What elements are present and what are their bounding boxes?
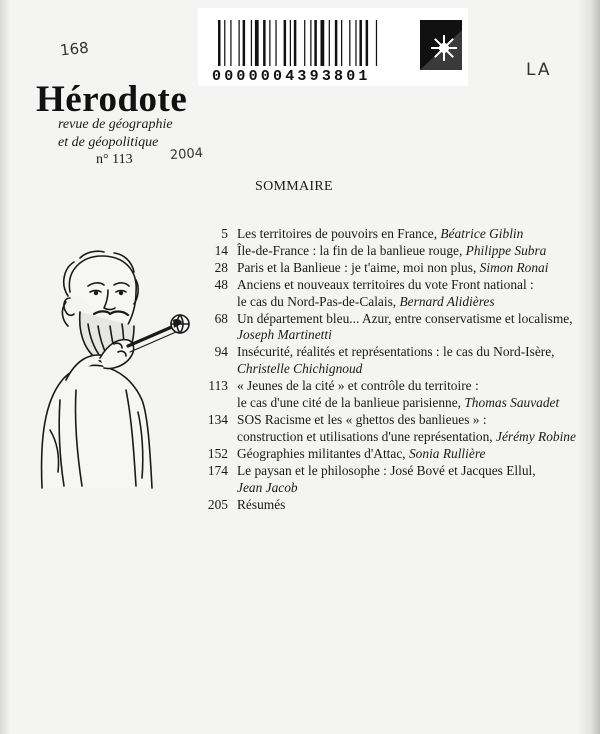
toc-entry — [198, 463, 588, 497]
barcode-bar — [243, 20, 246, 66]
barcode-bar — [224, 20, 225, 66]
barcode-bar — [355, 20, 356, 66]
toc-title: le cas du Nord-Pas-de-Calais, — [237, 293, 400, 309]
toc-page-number: 48 — [214, 276, 228, 292]
toc-entry-line — [237, 395, 588, 412]
toc-entry — [198, 243, 588, 260]
toc-entry-line — [237, 327, 588, 344]
barcode-bar — [294, 20, 297, 66]
toc-author: Bernard Alidières — [399, 293, 495, 309]
toc-entry — [198, 311, 588, 345]
toc-title: Insécurité, réalités et représentations : le cas du Nord-Isère, — [237, 344, 555, 360]
barcode-bar — [341, 20, 342, 66]
barcode-label — [198, 8, 468, 86]
barcode-bar — [304, 20, 305, 66]
toc-page-number: 152 — [207, 445, 228, 461]
toc-title: Île-de-France : la fin de la banlieue rouge, — [237, 242, 466, 258]
toc-entry — [198, 446, 588, 463]
toc-entry — [198, 277, 588, 311]
toc-author: Simon Ronai — [479, 259, 549, 275]
toc-author: Philippe Subra — [465, 242, 547, 258]
table-of-contents — [198, 226, 588, 513]
barcode-bar — [239, 20, 240, 66]
toc-entry-line — [237, 277, 588, 294]
toc-page-number: 28 — [214, 259, 228, 275]
toc-entry — [198, 226, 588, 243]
toc-title: « Jeunes de la cité » et contrôle du territoire : — [237, 378, 479, 394]
toc-entry-line — [237, 294, 588, 311]
journal-subtitle-line2: et de géopolitique — [58, 135, 159, 150]
toc-entry-line — [237, 226, 588, 243]
toc-entry — [198, 260, 588, 277]
toc-entry-line — [237, 260, 588, 277]
toc-entry-line — [237, 463, 588, 480]
toc-title: Paris et la Banlieue : je t'aime, moi non plus, — [237, 259, 480, 275]
issue-number: n° 113 — [96, 152, 133, 167]
barcode-bar — [255, 20, 259, 66]
journal-title: Hérodote — [36, 79, 188, 120]
toc-entry — [198, 412, 588, 446]
toc-author: Joseph Martinetti — [237, 327, 332, 343]
toc-title: Le paysan et le philosophe : José Bové et Jacques Ellul, — [237, 462, 536, 478]
toc-page-number: 134 — [207, 411, 228, 427]
toc-entry-line — [237, 429, 588, 446]
toc-title: construction et utilisations d'une représentation, — [237, 428, 497, 444]
barcode-number: 0000004393801 — [212, 68, 371, 85]
toc-title: Résumés — [237, 496, 286, 512]
toc-author: Béatrice Giblin — [440, 226, 524, 241]
handwritten-note-top-left: 168 — [59, 38, 90, 60]
barcode-bars — [218, 20, 413, 66]
toc-entry-line — [237, 497, 588, 514]
barcode-bar — [218, 20, 221, 66]
barcode-bar — [314, 20, 317, 66]
toc-entry — [198, 378, 588, 412]
toc-title: Anciens et nouveaux territoires du vote Front national : — [237, 276, 534, 292]
barcode-bar — [284, 20, 287, 66]
barcode-bar — [310, 20, 311, 66]
herodotus-illustration — [30, 240, 190, 490]
toc-author: Jérémy Robine — [496, 428, 576, 444]
barcode-bar — [251, 20, 252, 66]
toc-page-number: 5 — [221, 226, 228, 241]
barcode-bar — [321, 20, 325, 66]
journal-subtitle-line1: revue de géographie — [58, 117, 173, 132]
barcode-bar — [366, 20, 369, 66]
toc-entry-line — [237, 446, 588, 463]
toc-page-number: 68 — [214, 310, 228, 326]
barcode-bar — [263, 20, 266, 66]
toc-entry — [198, 344, 588, 378]
toc-title: Géographies militantes d'Attac, — [237, 445, 409, 461]
seal-logo-icon — [420, 20, 462, 70]
barcode-bar — [335, 20, 338, 66]
toc-page-number: 113 — [208, 378, 228, 394]
barcode-bar — [269, 20, 270, 66]
toc-page-number: 14 — [214, 242, 228, 258]
barcode-bar — [290, 20, 291, 66]
toc-page-number: 205 — [207, 496, 228, 512]
toc-entry-line — [237, 412, 588, 429]
toc-title: SOS Racisme et les « ghettos des banlieues » : — [237, 411, 487, 427]
handwritten-note-top-right: LA — [526, 60, 552, 80]
toc-entry-line — [237, 378, 588, 395]
toc-entry-line — [237, 344, 588, 361]
binding-shadow — [0, 0, 10, 734]
contents-heading: SOMMAIRE — [255, 179, 333, 194]
barcode-bar — [349, 20, 350, 66]
toc-entry-line — [237, 311, 588, 328]
toc-author: Jean Jacob — [237, 479, 298, 495]
toc-entry — [198, 497, 588, 514]
toc-author: Sonia Rullière — [408, 445, 486, 461]
toc-entry-line — [237, 480, 588, 497]
barcode-bar — [329, 20, 330, 66]
barcode-bar — [275, 20, 276, 66]
toc-page-number: 174 — [207, 462, 228, 478]
toc-title: Les territoires de pouvoirs en France, — [237, 226, 441, 241]
barcode-bar — [230, 20, 231, 66]
toc-author: Thomas Sauvadet — [464, 395, 560, 411]
toc-page-number: 94 — [214, 344, 228, 360]
handwritten-year: 2004 — [169, 145, 204, 164]
toc-author: Christelle Chichignoud — [237, 361, 363, 377]
toc-entry-line — [237, 361, 588, 378]
toc-entry-line — [237, 243, 588, 260]
toc-title: Un département bleu... Azur, entre conservatisme et localisme, — [237, 310, 573, 326]
barcode-bar — [359, 20, 362, 66]
toc-title: le cas d'une cité de la banlieue parisienne, — [237, 395, 465, 411]
barcode-bar — [376, 20, 377, 66]
